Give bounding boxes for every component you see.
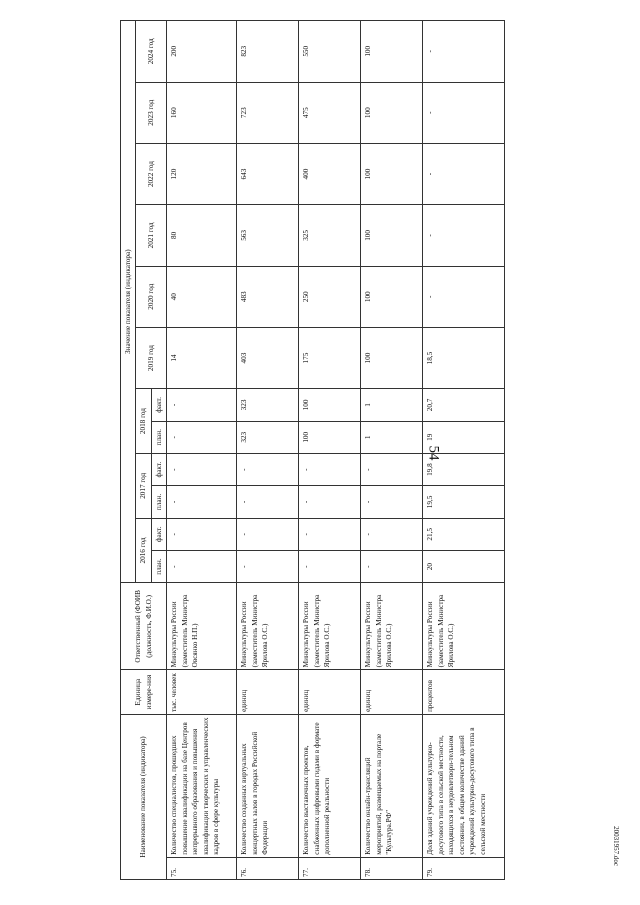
value-cell: - xyxy=(299,453,361,485)
indicator-name: Количество онлайн-трансляций мероприятий, размещаемых на портале "Культура.РФ" xyxy=(361,714,423,857)
indicator-name: Количество созданных виртуальных концертных залов в городах Российской Федерации xyxy=(237,714,299,857)
rotated-table-container xyxy=(120,20,580,880)
indicator-responsible: Минкультуры России (заместитель Министра Овсянко Н.П.) xyxy=(167,583,237,670)
value-cell: 483 xyxy=(237,266,299,327)
row-number: 79. xyxy=(423,857,505,879)
header-year-2024: 2024 год xyxy=(136,21,167,83)
value-cell: - xyxy=(167,550,237,582)
value-cell: 80 xyxy=(167,205,237,266)
value-cell: - xyxy=(299,550,361,582)
header-year-2022: 2022 год xyxy=(136,143,167,204)
value-cell: 40 xyxy=(167,266,237,327)
value-cell: - xyxy=(167,421,237,453)
indicator-responsible: Минкультуры России (заместитель Министра Ярилова О.С.) xyxy=(299,583,361,670)
value-cell: 100 xyxy=(299,421,361,453)
value-cell: 323 xyxy=(237,421,299,453)
header-fact-2017: факт. xyxy=(151,453,166,485)
value-cell: 160 xyxy=(167,82,237,143)
value-cell: - xyxy=(167,389,237,421)
value-cell: - xyxy=(237,486,299,518)
value-cell: - xyxy=(361,518,423,550)
page-number: 54 xyxy=(425,445,442,461)
header-responsible: Ответственный (ФОИВ (должность, Ф.И.О.) xyxy=(121,583,167,670)
header-name: Наименование показателя (индикатора) xyxy=(121,714,167,879)
value-cell: - xyxy=(361,453,423,485)
value-cell: 550 xyxy=(299,21,361,83)
indicator-responsible: Минкультуры России (заместитель Министра Ярилова О.С.) xyxy=(361,583,423,670)
value-cell: 100 xyxy=(361,205,423,266)
table-row xyxy=(423,21,505,880)
indicator-responsible: Минкультуры России (заместитель Министра Ярилова О.С.) xyxy=(423,583,505,670)
header-year-2023: 2023 год xyxy=(136,82,167,143)
value-cell: 325 xyxy=(299,205,361,266)
table-row xyxy=(361,21,423,880)
value-cell: 18,5 xyxy=(423,327,505,388)
table-row xyxy=(237,21,299,880)
value-cell: 100 xyxy=(361,143,423,204)
value-cell: - xyxy=(167,486,237,518)
footer-filename: 20031957.doc xyxy=(612,826,620,866)
value-cell: 400 xyxy=(299,143,361,204)
indicator-unit: единиц xyxy=(299,670,361,715)
header-year-2017: 2017 год xyxy=(136,453,151,518)
value-cell: 643 xyxy=(237,143,299,204)
indicator-unit: процентов xyxy=(423,670,505,715)
value-cell: 100 xyxy=(361,21,423,83)
value-cell: - xyxy=(423,143,505,204)
indicator-unit: единиц xyxy=(361,670,423,715)
table-row xyxy=(299,21,361,880)
indicator-name: Доля зданий учреждений культурно-досугового типа в сельской местности, находящихся в неудовлетвори-тельном состоянии, в общем количестве зданий учреждений культурно-досугового типа в сельской местности xyxy=(423,714,505,857)
value-cell: 323 xyxy=(237,389,299,421)
indicator-unit: единиц xyxy=(237,670,299,715)
row-number: 75. xyxy=(167,857,237,879)
value-cell: 21,5 xyxy=(423,518,505,550)
indicator-table xyxy=(120,20,505,880)
header-year-2021: 2021 год xyxy=(136,205,167,266)
value-cell: - xyxy=(299,486,361,518)
header-plan-2018: план. xyxy=(151,421,166,453)
header-plan-2016: план. xyxy=(151,550,166,582)
value-cell: 1 xyxy=(361,389,423,421)
value-cell: 100 xyxy=(361,327,423,388)
indicator-name: Количество специалистов, прошедших повышение квалификации на базе Центров непрерывного образования и повышения квалификации творческих и управленческих кадров в сфере культуры xyxy=(167,714,237,857)
value-cell: 19 xyxy=(423,421,505,453)
value-cell: - xyxy=(423,205,505,266)
value-cell: - xyxy=(237,550,299,582)
header-values: Значение показателя (индикатора) xyxy=(121,21,136,583)
indicator-unit: тыс. человек xyxy=(167,670,237,715)
value-cell: 100 xyxy=(361,82,423,143)
value-cell: 723 xyxy=(237,82,299,143)
value-cell: - xyxy=(423,82,505,143)
value-cell: - xyxy=(423,21,505,83)
value-cell: 100 xyxy=(361,266,423,327)
value-cell: 120 xyxy=(167,143,237,204)
header-year-2016: 2016 год xyxy=(136,518,151,583)
row-number: 78. xyxy=(361,857,423,879)
value-cell: 563 xyxy=(237,205,299,266)
value-cell: - xyxy=(299,518,361,550)
value-cell: 100 xyxy=(299,389,361,421)
header-fact-2018: факт. xyxy=(151,389,166,421)
value-cell: 19,5 xyxy=(423,486,505,518)
value-cell: 475 xyxy=(299,82,361,143)
value-cell: 175 xyxy=(299,327,361,388)
value-cell: - xyxy=(361,486,423,518)
value-cell: 19,8 xyxy=(423,453,505,485)
header-plan-2017: план. xyxy=(151,486,166,518)
value-cell: - xyxy=(361,550,423,582)
value-cell: - xyxy=(167,453,237,485)
value-cell: 20 xyxy=(423,550,505,582)
header-year-2020: 2020 год xyxy=(136,266,167,327)
value-cell: - xyxy=(237,518,299,550)
value-cell: 14 xyxy=(167,327,237,388)
value-cell: 200 xyxy=(167,21,237,83)
header-year-2018: 2018 год xyxy=(136,389,151,454)
value-cell: 1 xyxy=(361,421,423,453)
value-cell: 20,7 xyxy=(423,389,505,421)
value-cell: - xyxy=(423,266,505,327)
header-year-2019: 2019 год xyxy=(136,327,167,388)
table-row xyxy=(167,21,237,880)
row-number: 77. xyxy=(299,857,361,879)
value-cell: 823 xyxy=(237,21,299,83)
value-cell: - xyxy=(167,518,237,550)
indicator-name: Количество выставочных проектов, снабженных цифровыми гидами в формате дополненной реальности xyxy=(299,714,361,857)
row-number: 76. xyxy=(237,857,299,879)
value-cell: 403 xyxy=(237,327,299,388)
value-cell: 250 xyxy=(299,266,361,327)
header-unit: Единица измере-ния xyxy=(121,670,167,715)
header-fact-2016: факт. xyxy=(151,518,166,550)
indicator-responsible: Минкультуры России (заместитель Министра Ярилова О.С.) xyxy=(237,583,299,670)
value-cell: - xyxy=(237,453,299,485)
